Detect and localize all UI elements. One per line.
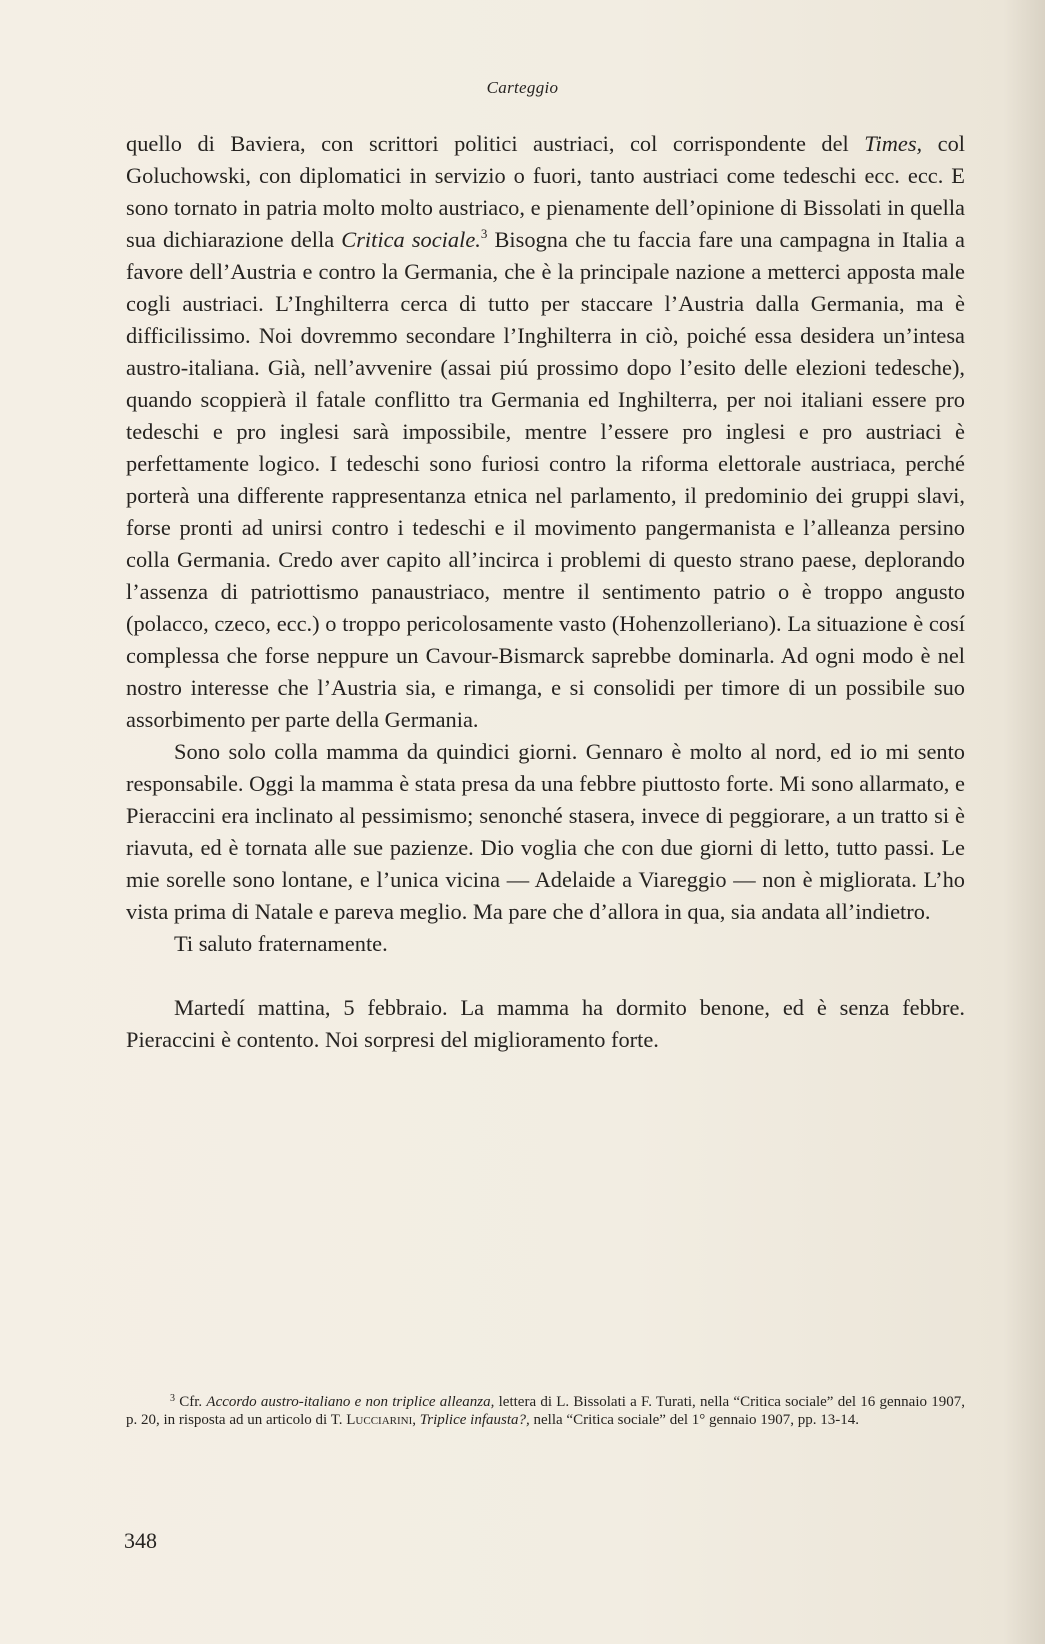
footnote [126, 1393, 965, 1429]
p1-italic-critica: Critica sociale. [341, 227, 481, 252]
p1-italic-times: Times, [864, 131, 923, 156]
paragraph-3: Ti saluto fraternamente. [174, 931, 388, 956]
p1-text-2: col Goluchowski, con diplomatici in servizio o fuori, tanto austriaci come tedeschi ecc. ecc. E sono tornato in patria molto molto austriaco, e pienamente dell’opinione di Bissolati in quella sua dichiarazione della [126, 131, 966, 252]
footnote-text-2: lettera di L. Bissolati a F. Turati, nella “Critica sociale” del 16 gennaio 1907, p. 20, in risposta ad un articolo di T. [126, 1394, 965, 1428]
page-number: 348 [124, 1528, 157, 1553]
paragraph-2: Sono solo colla mamma da quindici giorni. Gennaro è molto al nord, ed io mi sento responsabile. Oggi la mamma è stata presa da una febbre piuttosto forte. Mi sono allarmato, e Pieraccini era inclinato al pessimismo; senonché stasera, invece di peggiorare, a un tratto si è riavuta, ed è tornata alle sue pazienze. Dio voglia che con due giorni di letto, tutto passi. Le mie sorelle sono lontane, e l’unica vicina — Adelaide a Viareggio — non è migliorata. L’ho vista prima di Natale e pareva meglio. Ma pare che d’allora in qua, sia andata all’indietro. [126, 739, 965, 924]
footnote-text-1: Cfr. [175, 1394, 207, 1410]
running-head: Carteggio [486, 78, 559, 97]
p1-text-1: quello di Baviera, con scrittori politici austriaci, col corrispondente del [126, 131, 865, 156]
footnote-smallcaps-author: Lucciarini [346, 1412, 413, 1428]
footnote-ref: 3 [480, 226, 488, 241]
footnote-text-3: , [412, 1412, 420, 1428]
footnote-number: 3 [170, 1393, 175, 1404]
footnote-italic-2: Triplice infausta?, [419, 1412, 530, 1428]
paragraph-1 [126, 128, 965, 736]
footnote-text-4: nella “Critica sociale” del 1° gennaio 1907, pp. 13-14. [529, 1412, 859, 1428]
paragraph-4: Martedí mattina, 5 febbraio. La mamma ha dormito benone, ed è senza febbre. Pieraccini è contento. Noi sorpresi del miglioramento forte. [126, 995, 965, 1052]
letter-body [126, 128, 965, 1056]
footnote-italic-1: Accordo austro-italiano e non triplice alleanza, [206, 1394, 495, 1410]
p1-text-3: Bisogna che tu faccia fare una campagna in Italia a favore dell’Austria e contro la Germania, che è la principale nazione a metterci apposta male cogli austriaci. L’Inghilterra cerca di tutto per staccare l’Austria dalla Germania, ma è difficilissimo. Noi dovremmo secondare l’Inghilterra in ciò, poiché essa desidera un’intesa austro-italiana. Già, nell’avvenire (assai piú prossimo dopo l’esito delle elezioni tedesche), quando scoppierà il fatale conflitto tra Germania ed Inghilterra, per noi italiani essere pro tedeschi e pro inglesi sarà impossibile, mentre l’essere pro inglesi e pro austriaci è perfettamente logico. I tedeschi sono furiosi contro la riforma elettorale austriaca, perché porterà una differente rappresentanza etnica nel parlamento, il predominio dei gruppi slavi, forse pronti ad unirsi contro i tedeschi e il movimento pangermanista e l’alleanza persino colla Germania. Credo aver capito all’incirca i problemi di questo strano paese, deplorando l’assenza di patriottismo panaustriaco, mentre il sentimento patrio o è troppo angusto (polacco, czeco, ecc.) o troppo pericolosamente vasto (Hohenzolleriano). La situazione è cosí complessa che forse neppure un Cavour-Bismarck saprebbe dominarla. Ad ogni modo è nel nostro interesse che l’Austria sia, e rimanga, e si consolidi per timore di un possibile suo assorbimento per parte della Germania. [126, 227, 965, 732]
